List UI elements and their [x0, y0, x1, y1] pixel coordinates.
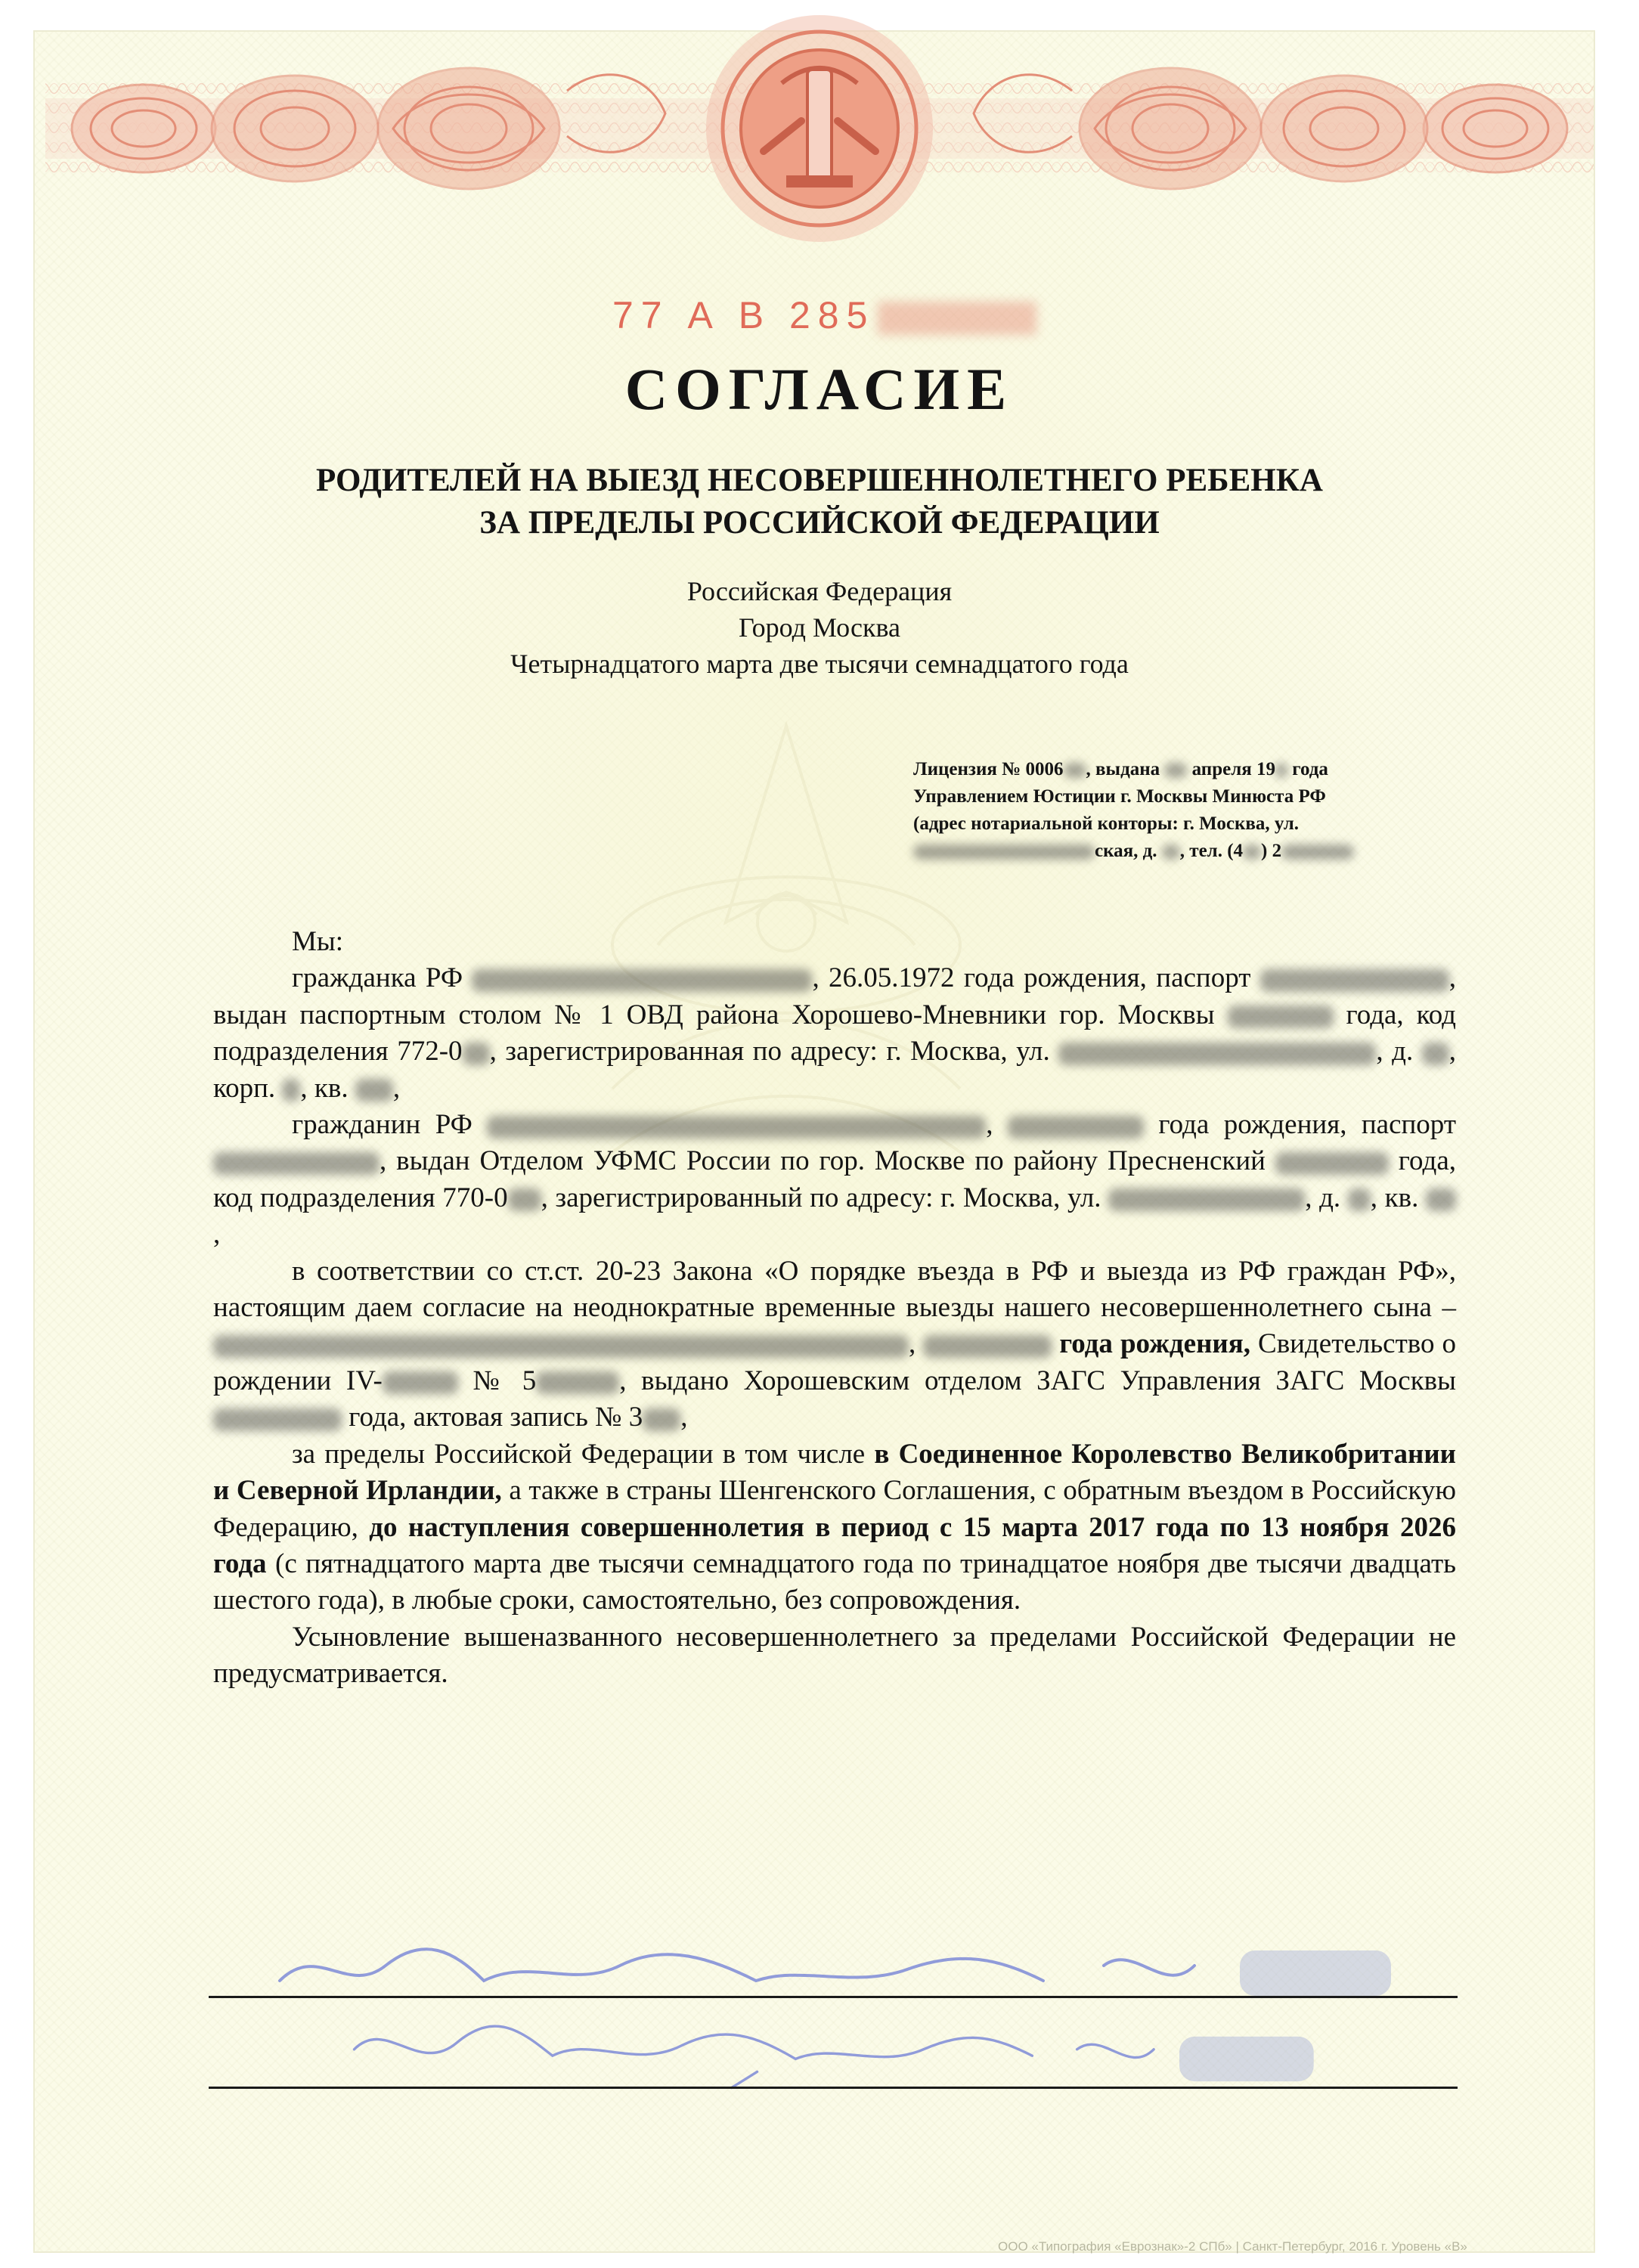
redaction [1108, 1188, 1305, 1211]
greeting-we: Мы: [292, 926, 344, 957]
redaction [383, 1371, 458, 1394]
redaction [282, 1079, 300, 1101]
redaction [487, 1116, 986, 1139]
mother-signature-line [209, 1996, 1458, 1998]
text: за пределы Российской Федерации в том числе [292, 1438, 875, 1470]
text: а также в страны Шенгенского Соглашения, с обратным въездом в Российскую Федерацию, [213, 1475, 1456, 1543]
text: Свидетельство о рождении IV- [213, 1328, 1457, 1396]
redaction [472, 969, 812, 992]
text: года, актовая запись № 3 [342, 1402, 643, 1433]
document-subtitle [0, 460, 1639, 544]
text: , [392, 1072, 401, 1104]
text: , выдан паспортным столом № 1 ОВД района Хорошево-Мневники гор. Москвы [213, 962, 1457, 1030]
text: (с пятнадцатого марта две тысячи семнадцатого года по тринадцатое ноября две тысячи двадцать шестого года), в любые сроки, самостоятельно, без сопровождения. [213, 1548, 1456, 1616]
document-date: Четырнадцатого марта две тысячи семнадцатого года [510, 649, 1129, 679]
redaction [213, 1335, 909, 1358]
father-signature-line [209, 2087, 1458, 2089]
place-country: Российская Федерация [686, 576, 953, 606]
text: , зарегистрированный по адресу: г. Москва, ул. [541, 1182, 1109, 1213]
notary-emblem-icon [706, 15, 933, 242]
text: , д. [1376, 1036, 1422, 1067]
redaction [536, 1371, 619, 1394]
license-text: ) 2 [1261, 841, 1282, 861]
destination-country: в Соединенное Королевство Великобритании и Северной Ирландии, [213, 1438, 1456, 1507]
redaction [913, 844, 1095, 860]
redaction [1228, 1005, 1334, 1028]
serial-prefix: 77 А В 285 [612, 294, 875, 336]
redaction [508, 1188, 541, 1211]
text: , [986, 1109, 1008, 1141]
text: , зарегистрированная по адресу: г. Москва, ул. [489, 1036, 1059, 1067]
redaction [1348, 1188, 1371, 1211]
paragraph-adoption: Усыновление вышеназванного несовершеннолетнего за пределами Российской Федерации не предусматривается. [213, 1621, 1456, 1690]
text: , кв. [300, 1072, 355, 1104]
redaction [1058, 1043, 1376, 1065]
text: гражданка РФ [292, 962, 472, 994]
license-line-2: Управлением Юстиции г. Москвы Минюста РФ [913, 786, 1326, 807]
place-and-date-block [0, 573, 1639, 682]
text: , кв. [1370, 1182, 1426, 1213]
redaction [355, 1079, 393, 1101]
license-text: года [1287, 759, 1328, 779]
serial-redaction [878, 302, 1036, 335]
text: , [213, 1219, 221, 1250]
validity-period: до наступления совершеннолетия в период с 15 марта 2017 года по 13 ноября 2026 года [213, 1511, 1456, 1579]
text: № 5 [457, 1365, 537, 1396]
redaction [1426, 1188, 1456, 1211]
redaction [1064, 763, 1086, 778]
text: , выдано Хорошевским отделом ЗАГС Управления ЗАГС Москвы [619, 1365, 1456, 1396]
paragraph-destination [213, 1436, 1456, 1619]
text: года, код подразделения 770-0 [213, 1145, 1456, 1213]
redaction [1275, 1152, 1389, 1175]
redaction [1164, 763, 1187, 778]
license-text: ская, д. [1095, 841, 1162, 861]
subtitle-line-2: ЗА ПРЕДЕЛЫ РОССИЙСКОЙ ФЕДЕРАЦИИ [479, 505, 1160, 541]
text: гражданин РФ [292, 1109, 488, 1141]
license-text: апреля 19 [1187, 759, 1276, 779]
text: , корп. [213, 1036, 1457, 1104]
place-city: Город Москва [739, 612, 900, 643]
license-text: , выдана [1086, 759, 1165, 779]
redaction [1260, 969, 1449, 992]
print-footer: ООО «Типография «Еврознак»-2 СПб» | Санкт-Петербург, 2016 г. Уровень «В» [998, 2239, 1467, 2254]
license-line-3: (адрес нотариальной конторы: г. Москва, ул. [913, 813, 1299, 834]
redaction [643, 1408, 680, 1431]
text: , [909, 1328, 924, 1360]
redaction [463, 1043, 490, 1065]
redaction [1281, 844, 1354, 860]
text: , [680, 1402, 688, 1433]
text: в соответствии со ст.ст. 20-23 Закона «О порядке въезда в РФ и выезда из РФ граждан РФ», настоящим даем согласие на неоднократные временные выезды нашего несовершеннолетнего сына – [213, 1255, 1456, 1324]
paragraph-father [213, 1107, 1456, 1253]
paragraph-consent [213, 1253, 1456, 1436]
text: , 26.05.1972 года рождения, паспорт [812, 962, 1260, 994]
redaction [1275, 763, 1287, 778]
consent-body [213, 924, 1456, 1693]
redaction [923, 1335, 1052, 1358]
mother-signature [257, 1928, 1436, 2011]
child-birth-date-label: года рождения, [1052, 1328, 1250, 1360]
redaction [213, 1408, 342, 1431]
subtitle-line-1: РОДИТЕЛЕЙ НА ВЫЕЗД НЕСОВЕРШЕННОЛЕТНЕГО РЕБЕНКА [316, 463, 1323, 498]
text: года, код подразделения 772-0 [213, 999, 1456, 1067]
redaction [213, 1152, 380, 1175]
redaction [1162, 844, 1180, 860]
license-block [913, 756, 1464, 865]
license-number: Лицензия № 0006 [913, 759, 1064, 779]
form-serial-number [612, 293, 1036, 337]
license-line-1 [913, 756, 1464, 783]
redaction [1422, 1043, 1449, 1065]
text: , выдан Отделом УФМС России по гор. Москве по району Пресненский [380, 1145, 1275, 1177]
text: года рождения, паспорт [1143, 1109, 1456, 1141]
paragraph-mother [213, 960, 1456, 1107]
text: , д. [1305, 1182, 1348, 1213]
father-signature [257, 2011, 1436, 2094]
ornament-band [0, 0, 1639, 287]
redaction [1243, 844, 1261, 860]
redaction [1008, 1116, 1144, 1139]
license-text: , тел. (4 [1179, 841, 1244, 861]
license-line-4 [913, 838, 1464, 865]
document-title: СОГЛАСИЕ [624, 356, 1015, 422]
